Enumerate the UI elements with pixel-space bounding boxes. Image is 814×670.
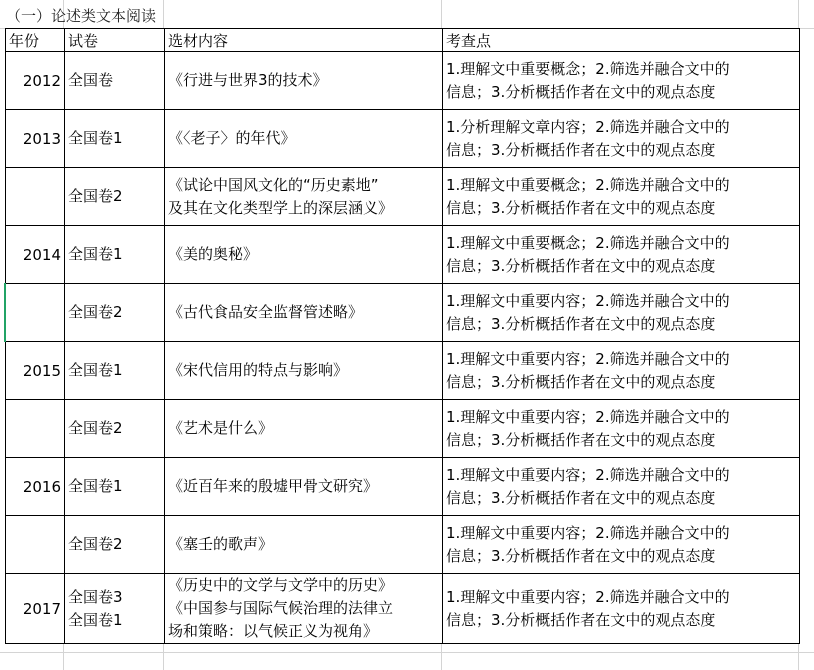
cell-points[interactable]: [443, 168, 800, 226]
cell-points-line: 1.理解文中重要内容；2.筛选并融合文中的: [446, 407, 730, 426]
table-row: [6, 516, 800, 574]
table-row: [6, 226, 800, 284]
cell-paper[interactable]: [65, 342, 165, 400]
header-row: [6, 29, 800, 52]
cell-points-line: 1.理解文中重要内容；2.筛选并融合文中的: [446, 587, 730, 606]
header-points[interactable]: 考查点: [443, 29, 800, 52]
cell-material-line: 《美的奥秘》: [168, 245, 259, 263]
cell-points-line: 信息；3.分析概括作者在文中的观点态度: [446, 314, 716, 333]
cell-material-line: 《塞壬的歌声》: [168, 535, 274, 553]
cell-material[interactable]: [165, 110, 443, 168]
cell-year[interactable]: 2014: [6, 226, 65, 284]
table-row: [6, 342, 800, 400]
cell-material-line: 《中国参与国际气候治理的法律立: [168, 599, 394, 617]
cell-paper[interactable]: [65, 110, 165, 168]
cell-points-line: 1.理解文中重要概念；2.筛选并融合文中的: [446, 233, 730, 252]
cell-material-line: 《行进与世界3的技术》: [168, 71, 328, 89]
cell-material-line: 《宋代信用的特点与影响》: [168, 361, 349, 379]
cell-points-line: 信息；3.分析概括作者在文中的观点态度: [446, 140, 716, 159]
cell-year[interactable]: 2016: [6, 458, 65, 516]
cell-year[interactable]: [6, 400, 65, 458]
cell-points[interactable]: [443, 574, 800, 644]
table-row: [6, 400, 800, 458]
table-row: [6, 52, 800, 110]
cell-paper-line: 全国卷1: [68, 129, 123, 147]
cell-material[interactable]: [165, 226, 443, 284]
cell-material-line: 《近百年来的殷墟甲骨文研究》: [168, 477, 379, 495]
cell-material-line: 场和策略：以气候正义为视角》: [168, 622, 379, 640]
cell-points-line: 信息；3.分析概括作者在文中的观点态度: [446, 82, 716, 101]
cell-material[interactable]: [165, 574, 443, 644]
cell-paper-line: 全国卷2: [68, 535, 123, 553]
table-row: [6, 284, 800, 342]
cell-paper-line: 全国卷1: [68, 361, 123, 379]
cell-paper-line: 全国卷3: [68, 587, 123, 606]
cell-points[interactable]: [443, 226, 800, 284]
cell-paper-line: 全国卷1: [68, 477, 123, 495]
cell-points-line: 信息；3.分析概括作者在文中的观点态度: [446, 546, 716, 565]
cell-year[interactable]: [6, 168, 65, 226]
cell-material[interactable]: [165, 516, 443, 574]
cell-points[interactable]: [443, 342, 800, 400]
header-year[interactable]: 年份: [6, 29, 65, 52]
cell-paper[interactable]: [65, 284, 165, 342]
cell-paper[interactable]: [65, 516, 165, 574]
cell-paper-line: 全国卷2: [68, 187, 123, 205]
table-body: [6, 52, 800, 644]
cell-points-line: 1.理解文中重要内容；2.筛选并融合文中的: [446, 523, 730, 542]
cell-material[interactable]: [165, 284, 443, 342]
cell-points-line: 1.理解文中重要内容；2.筛选并融合文中的: [446, 291, 730, 310]
cell-material-line: 《〈老子〉的年代》: [168, 129, 296, 147]
cell-paper-line: 全国卷2: [68, 303, 123, 321]
cell-paper[interactable]: [65, 52, 165, 110]
cell-material-line: 《历史中的文学与文学中的历史》: [168, 576, 394, 594]
cell-points-line: 1.理解文中重要内容；2.筛选并融合文中的: [446, 465, 730, 484]
exam-table: [5, 28, 800, 644]
cell-points-line: 1.理解文中重要内容；2.筛选并融合文中的: [446, 349, 730, 368]
table-row: [6, 110, 800, 168]
cell-points-line: 1.理解文中重要概念；2.筛选并融合文中的: [446, 59, 730, 78]
selection-indicator: [4, 283, 6, 342]
cell-material[interactable]: [165, 400, 443, 458]
cell-points-line: 1.分析理解文章内容；2.筛选并融合文中的: [446, 117, 730, 136]
cell-paper-line: 全国卷1: [68, 245, 123, 263]
cell-year[interactable]: [6, 284, 65, 342]
cell-year[interactable]: 2013: [6, 110, 65, 168]
cell-points[interactable]: [443, 110, 800, 168]
cell-points-line: 信息；3.分析概括作者在文中的观点态度: [446, 488, 716, 507]
cell-paper-line: 全国卷: [68, 71, 114, 89]
cell-paper[interactable]: [65, 226, 165, 284]
grid-row-line: [0, 652, 814, 653]
cell-points-line: 信息；3.分析概括作者在文中的观点态度: [446, 430, 716, 449]
cell-year[interactable]: 2012: [6, 52, 65, 110]
table-row: [6, 168, 800, 226]
section-caption[interactable]: （一）论述类文本阅读: [6, 7, 157, 25]
header-material[interactable]: 选材内容: [165, 29, 443, 52]
cell-year[interactable]: 2017: [6, 574, 65, 644]
cell-paper-line: 全国卷1: [68, 610, 123, 629]
cell-paper[interactable]: [65, 400, 165, 458]
cell-paper[interactable]: [65, 458, 165, 516]
cell-paper[interactable]: [65, 574, 165, 644]
cell-points[interactable]: [443, 52, 800, 110]
cell-paper-line: 全国卷2: [68, 419, 123, 437]
table-row: [6, 458, 800, 516]
cell-paper[interactable]: [65, 168, 165, 226]
cell-material-line: 《古代食品安全监督管述略》: [168, 303, 364, 321]
cell-material-line: 《艺术是什么》: [168, 419, 274, 437]
cell-material-line: 《试论中国风文化的“历史素地”: [168, 175, 379, 194]
cell-points[interactable]: [443, 458, 800, 516]
cell-points-line: 信息；3.分析概括作者在文中的观点态度: [446, 198, 716, 217]
cell-material[interactable]: [165, 168, 443, 226]
cell-points-line: 1.理解文中重要概念；2.筛选并融合文中的: [446, 175, 730, 194]
cell-points-line: 信息；3.分析概括作者在文中的观点态度: [446, 610, 716, 629]
table-row: [6, 574, 800, 644]
cell-year[interactable]: [6, 516, 65, 574]
cell-points-line: 信息；3.分析概括作者在文中的观点态度: [446, 256, 716, 275]
cell-points[interactable]: [443, 400, 800, 458]
cell-points-line: 信息；3.分析概括作者在文中的观点态度: [446, 372, 716, 391]
cell-year[interactable]: 2015: [6, 342, 65, 400]
cell-material-line: 及其在文化类型学上的深层涵义》: [168, 198, 394, 217]
cell-points[interactable]: [443, 284, 800, 342]
cell-material[interactable]: [165, 342, 443, 400]
header-paper[interactable]: 试卷: [65, 29, 165, 52]
cell-material[interactable]: [165, 52, 443, 110]
cell-material[interactable]: [165, 458, 443, 516]
cell-points[interactable]: [443, 516, 800, 574]
